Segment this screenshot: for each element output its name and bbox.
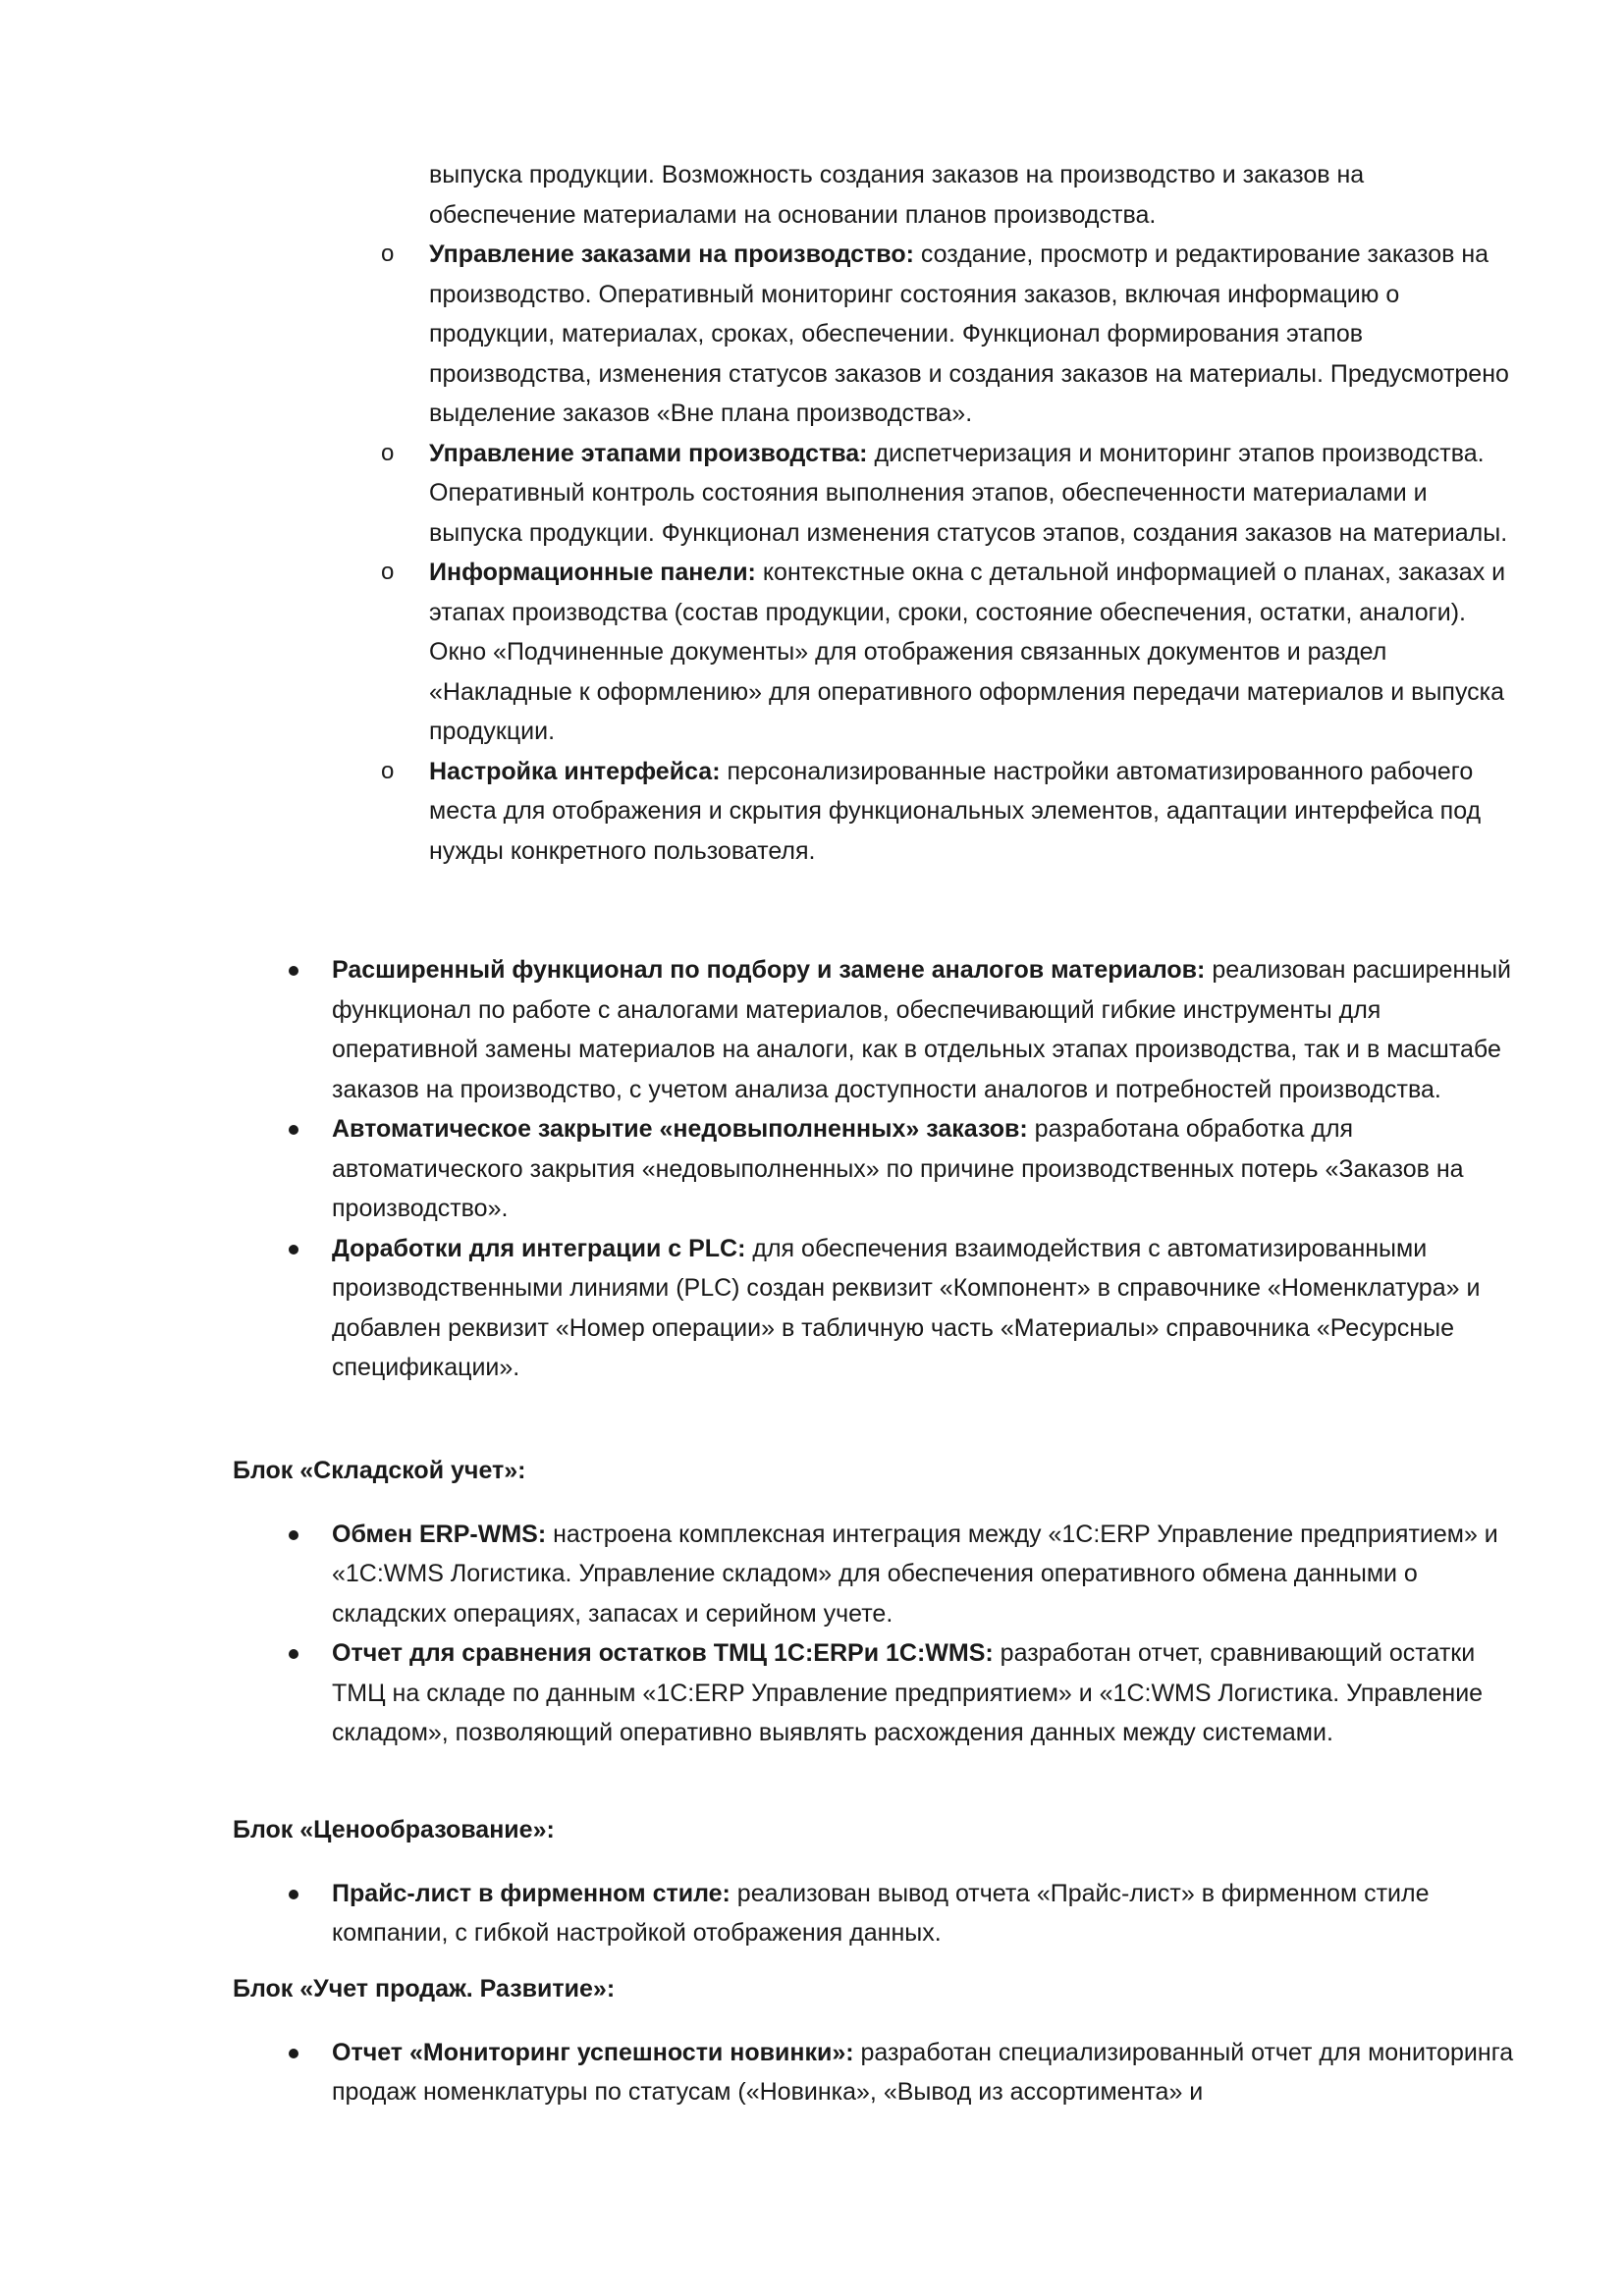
list-item-title: Отчет «Мониторинг успешности новинки»:	[332, 2038, 854, 2066]
bullet-dot-icon	[289, 2049, 298, 2058]
sub-item-text: персонализированные настройки автоматизированного рабочего места для отображения и скрытия функциональных элементов, адаптации интерфейса под нужды конкретного пользователя.	[429, 757, 1482, 865]
production-sub-list	[381, 235, 1509, 871]
sub-list-item	[381, 752, 1509, 872]
sub-item-text: диспетчеризация и мониторинг этапов производства. Оперативный контроль состояния выполнения этапов, обеспеченности материалами и выпуска продукции. Функционал изменения статусов этапов, создания заказов на материалы.	[429, 439, 1508, 547]
list-item-title: Прайс-лист в фирменном стиле:	[332, 1879, 731, 1907]
section-pricing	[233, 1810, 1519, 1953]
list-item-title: Расширенный функционал по подбору и замене аналогов материалов:	[332, 956, 1206, 984]
list-item	[332, 1874, 1520, 1953]
list-item-text: для обеспечения взаимодействия с автоматизированными производственными линиями (PLC) создан реквизит «Компонент» в справочнике «Номенклатура» и добавлен реквизит «Номер операции» в табличную часть «Материалы» справочника «Ресурсные спецификации».	[332, 1234, 1481, 1381]
list-item-text: реализован вывод отчета «Прайс-лист» в фирменном стиле компании, с гибкой настройкой отображения данных.	[332, 1879, 1430, 1947]
sub-list-item	[381, 553, 1509, 752]
production-main-list	[332, 950, 1520, 1388]
list-item	[332, 1515, 1520, 1634]
sub-list-item	[381, 235, 1509, 434]
bullet-dot-icon	[289, 1530, 298, 1540]
sub-item-title: Информационные панели:	[429, 559, 756, 586]
sales-list	[332, 2033, 1520, 2112]
list-item-text: разработан специализированный отчет для мониторинга продаж номенклатуры по статусам («Новинка», «Вывод из ассортимента» и	[332, 2038, 1514, 2106]
list-item-title: Автоматическое закрытие «недовыполненных» заказов:	[332, 1115, 1028, 1143]
section-heading: Блок «Ценообразование»:	[233, 1816, 555, 1843]
bullet-dot-icon	[289, 1890, 298, 1899]
section-warehouse	[233, 1451, 1519, 1753]
list-item	[332, 1109, 1520, 1229]
list-item-text: разработана обработка для автоматического закрытия «недовыполненных» по причине производственных потерь «Заказов на производство».	[332, 1115, 1464, 1222]
list-item-text: разработан отчет, сравнивающий остатки ТМЦ на складе по данным «1С:ERP Управление предприятием» и «1С:WMS Логистика. Управление складом», позволяющий оперативно выявлять расхождения данных между системами.	[332, 1639, 1484, 1746]
sub-item-title: Управление заказами на производство:	[429, 240, 914, 268]
continuation-paragraph: выпуска продукции. Возможность создания заказов на производство и заказов на обеспечение материалами на основании планов производства.	[429, 161, 1365, 229]
list-item-title: Обмен ERP-WMS:	[332, 1520, 547, 1548]
sub-item-title: Настройка интерфейса:	[429, 757, 721, 785]
sub-item-text: контекстные окна с детальной информацией о планах, заказах и этапах производства (состав продукции, сроки, состояние обеспечения, остатки, аналоги). Окно «Подчиненные документы» для отображения связанных документов и раздел «Накладные к оформлению» для оперативного оформления передачи материалов и выпуска продукции.	[429, 559, 1506, 745]
list-item-title: Доработки для интеграции с PLC:	[332, 1234, 746, 1262]
warehouse-list	[332, 1515, 1520, 1753]
list-item-title: Отчет для сравнения остатков ТМЦ 1С:ERPи 1С:WMS:	[332, 1639, 994, 1667]
list-item	[332, 1633, 1520, 1753]
section-sales	[233, 1969, 1519, 2112]
bullet-dot-icon	[289, 1125, 298, 1135]
circle-bullet-icon: o	[381, 240, 395, 267]
sub-item-title: Управление этапами производства:	[429, 439, 868, 467]
section-heading: Блок «Складской учет»:	[233, 1457, 526, 1484]
circle-bullet-icon: o	[381, 559, 395, 585]
bullet-dot-icon	[289, 1245, 298, 1255]
list-item	[332, 950, 1520, 1109]
list-item	[332, 1229, 1520, 1388]
sub-item-text: создание, просмотр и редактирование заказов на производство. Оперативный мониторинг состояния заказов, включая информацию о продукции, материалах, сроках, обеспечении. Функционал формирования этапов производства, изменения статусов заказов и создания заказов на материалы. Предусмотрено выделение заказов «Вне плана производства».	[429, 240, 1509, 427]
circle-bullet-icon: o	[381, 439, 395, 466]
pricing-list	[332, 1874, 1520, 1953]
section-heading: Блок «Учет продаж. Развитие»:	[233, 1975, 616, 2002]
sub-list-item	[381, 434, 1509, 554]
bullet-dot-icon	[289, 1649, 298, 1659]
list-item	[332, 2033, 1520, 2112]
bullet-dot-icon	[289, 966, 298, 976]
circle-bullet-icon: o	[381, 757, 395, 784]
list-item-text: настроена комплексная интеграция между «1С:ERP Управление предприятием» и «1С:WMS Логистика. Управление складом» для обеспечения оперативного обмена данными о складских операциях, запасах и серийном учете.	[332, 1520, 1498, 1628]
list-item-text: реализован расширенный функционал по работе с аналогами материалов, обеспечивающий гибкие инструменты для оперативной замены материалов на аналоги, как в отдельных этапах производства, так и в масштабе заказов на производство, с учетом анализа доступности аналогов и потребностей производства.	[332, 956, 1512, 1103]
